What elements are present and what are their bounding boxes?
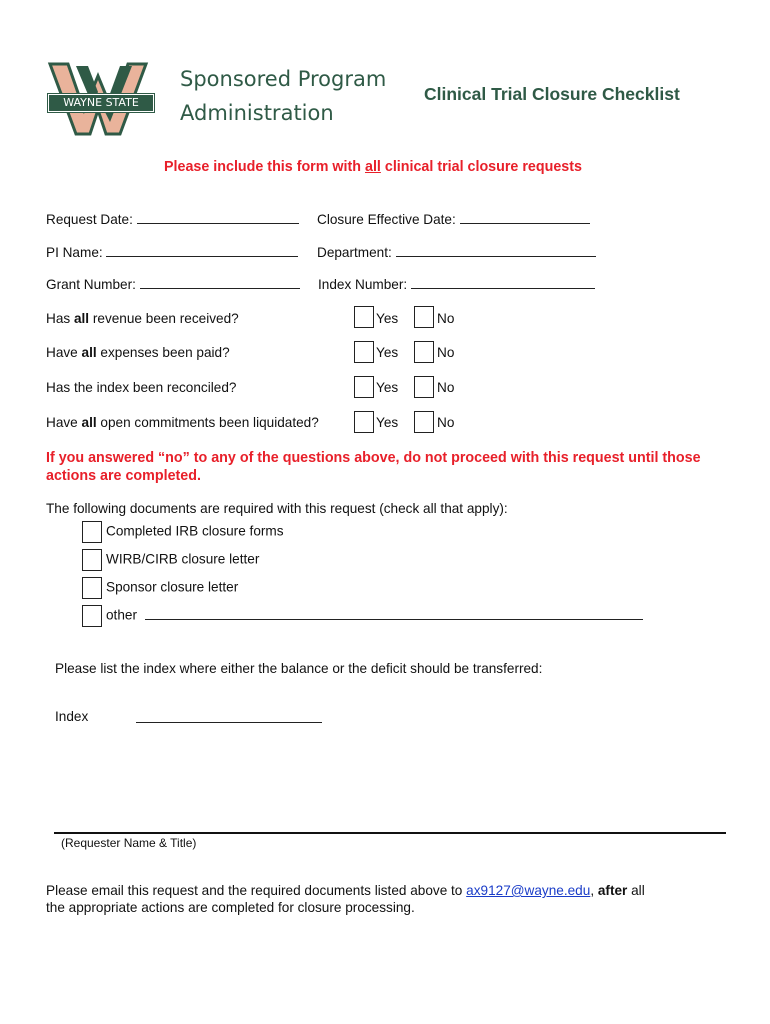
doc-wirb-cirb-label: WIRB/CIRB closure letter bbox=[106, 551, 260, 567]
commitments-yes-checkbox[interactable] bbox=[354, 411, 374, 433]
request-date-line[interactable] bbox=[137, 211, 299, 224]
expenses-no-checkbox[interactable] bbox=[414, 341, 434, 363]
expenses-yes-checkbox[interactable] bbox=[354, 341, 374, 363]
index-number-label: Index Number: bbox=[318, 277, 408, 292]
logo-line-1: Sponsored Program bbox=[180, 67, 387, 91]
pi-name-label: PI Name: bbox=[46, 245, 103, 260]
footer-instructions: Please email this request and the required documents listed above to ax9127@wayne.edu, after all the appropriate actions are completed for closure processing. bbox=[46, 883, 645, 915]
doc-other-checkbox[interactable] bbox=[82, 605, 102, 627]
department-label: Department: bbox=[317, 245, 392, 260]
question-revenue: Has all revenue been received? bbox=[46, 311, 239, 326]
index-number-line[interactable] bbox=[411, 276, 595, 289]
reconciled-no-checkbox[interactable] bbox=[414, 376, 434, 398]
form-instruction: Please include this form with all clinical trial closure requests bbox=[164, 159, 582, 175]
revenue-yes-checkbox[interactable] bbox=[354, 306, 374, 328]
reconciled-yes-checkbox[interactable] bbox=[354, 376, 374, 398]
warning-message: If you answered “no” to any of the questions above, do not proceed with this request until those actions are completed. bbox=[46, 450, 701, 484]
transfer-prompt: Please list the index where either the balance or the deficit should be transferred: bbox=[55, 661, 543, 676]
doc-irb-closure-label: Completed IRB closure forms bbox=[106, 523, 284, 539]
logo-badge: WAYNE STATE bbox=[48, 94, 154, 112]
grant-number-field[interactable] bbox=[46, 276, 300, 292]
closure-effective-date-field[interactable] bbox=[317, 211, 590, 227]
grant-number-line[interactable] bbox=[140, 276, 300, 289]
doc-other[interactable] bbox=[82, 605, 643, 627]
closure-effective-date-label: Closure Effective Date: bbox=[317, 212, 456, 227]
no-label: No bbox=[437, 311, 455, 326]
request-date-field[interactable] bbox=[46, 211, 299, 227]
revenue-no-checkbox[interactable] bbox=[414, 306, 434, 328]
yes-label: Yes bbox=[376, 415, 399, 430]
no-label: No bbox=[437, 415, 455, 430]
doc-sponsor-closure[interactable] bbox=[82, 577, 238, 599]
request-date-label: Request Date: bbox=[46, 212, 133, 227]
index-number-field[interactable] bbox=[318, 276, 595, 292]
doc-wirb-cirb-checkbox[interactable] bbox=[82, 549, 102, 571]
yes-label: Yes bbox=[376, 380, 399, 395]
doc-other-label: other bbox=[106, 607, 137, 623]
documents-intro: The following documents are required with this request (check all that apply): bbox=[46, 501, 508, 516]
closure-effective-date-line[interactable] bbox=[460, 211, 590, 224]
no-label: No bbox=[437, 380, 455, 395]
index-line[interactable] bbox=[136, 709, 322, 723]
email-link[interactable]: ax9127@wayne.edu bbox=[466, 883, 591, 898]
no-label: No bbox=[437, 345, 455, 360]
pi-name-field[interactable] bbox=[46, 244, 298, 260]
logo-line-2: Administration bbox=[180, 101, 334, 125]
doc-sponsor-closure-checkbox[interactable] bbox=[82, 577, 102, 599]
doc-sponsor-closure-label: Sponsor closure letter bbox=[106, 579, 239, 595]
doc-other-line[interactable] bbox=[145, 607, 643, 620]
question-commitments: Have all open commitments been liquidated? bbox=[46, 415, 319, 430]
signature-caption: (Requester Name & Title) bbox=[61, 836, 197, 850]
pi-name-line[interactable] bbox=[106, 244, 298, 257]
spa-logo bbox=[46, 60, 387, 138]
department-line[interactable] bbox=[396, 244, 596, 257]
doc-irb-closure[interactable] bbox=[82, 521, 284, 543]
department-field[interactable] bbox=[317, 244, 596, 260]
yes-label: Yes bbox=[376, 345, 399, 360]
doc-irb-closure-checkbox[interactable] bbox=[82, 521, 102, 543]
signature-line[interactable] bbox=[54, 832, 726, 834]
page-title: Clinical Trial Closure Checklist bbox=[424, 84, 680, 104]
commitments-no-checkbox[interactable] bbox=[414, 411, 434, 433]
index-label: Index bbox=[55, 709, 89, 724]
question-expenses: Have all expenses been paid? bbox=[46, 345, 230, 360]
doc-wirb-cirb[interactable] bbox=[82, 549, 259, 571]
grant-number-label: Grant Number: bbox=[46, 277, 136, 292]
yes-label: Yes bbox=[376, 311, 399, 326]
question-reconciled: Has the index been reconciled? bbox=[46, 380, 237, 395]
